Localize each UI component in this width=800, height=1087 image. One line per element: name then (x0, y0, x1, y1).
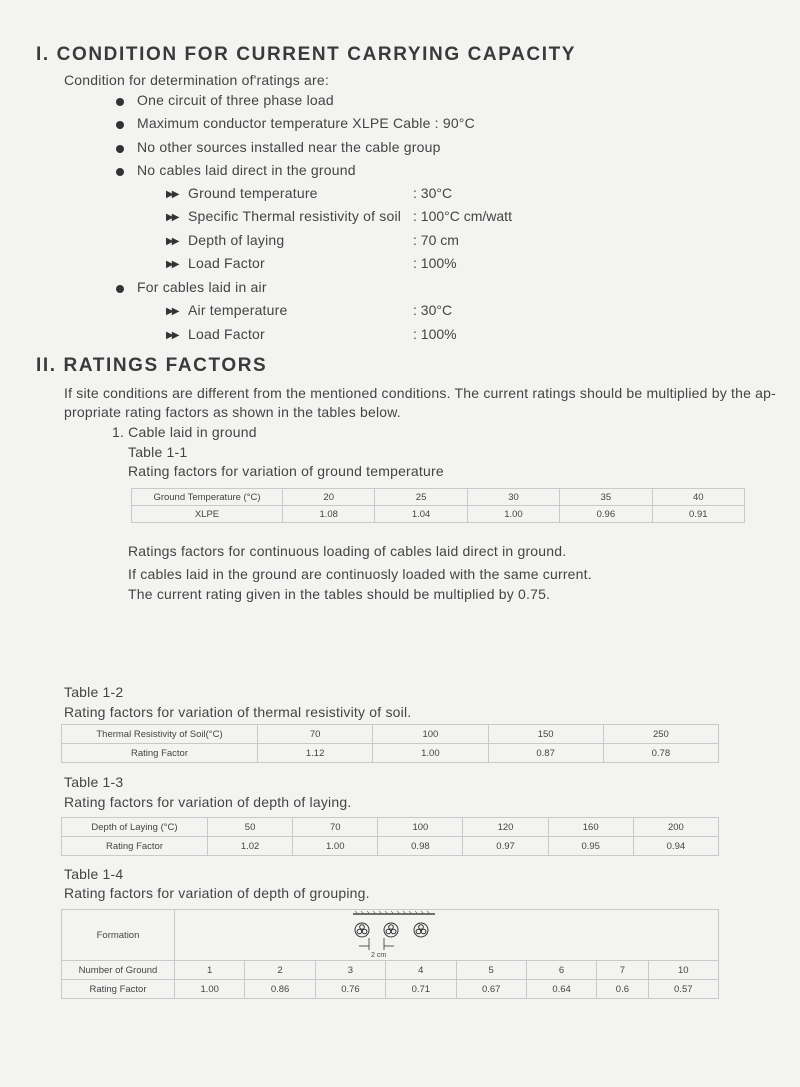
note-text: The current rating given in the tables should be multiplied by 0.75. (128, 586, 551, 602)
table-header-cell: 30 (467, 489, 559, 506)
table-header-cell: 50 (208, 818, 293, 837)
table-cell: Rating Factor (62, 837, 208, 856)
table-cell: 0.64 (526, 980, 596, 999)
table-depth-of-laying (61, 817, 719, 856)
table-cell: 1.00 (293, 837, 378, 856)
ground-item-label: Ground temperature (188, 185, 318, 201)
table-header-cell: 7 (597, 961, 648, 980)
ground-item-value: : 30°C (413, 185, 453, 201)
table-row (62, 961, 719, 980)
table-header-cell: 70 (293, 818, 378, 837)
ground-item-label: Specific Thermal resistivity of soil (188, 208, 402, 224)
air-item-value: : 30°C (413, 302, 453, 318)
bullet-text: Maximum conductor temperature XLPE Cable : 90°C (137, 115, 475, 131)
table-cell: 0.76 (315, 980, 385, 999)
table-caption: Rating factors for variation of thermal resistivity of soil. (64, 704, 412, 720)
table-header-cell: 1 (175, 961, 245, 980)
table-header-cell: 250 (603, 725, 718, 744)
formation-figure-cell (175, 910, 719, 961)
table-cell: 0.67 (456, 980, 526, 999)
section1-intro: Condition for determination of'ratings are: (64, 72, 329, 88)
section2-title: II. RATINGS FACTORS (36, 355, 268, 376)
cable-icon (384, 923, 398, 937)
table-header-cell: 35 (560, 489, 652, 506)
table-cell: 0.91 (652, 506, 744, 523)
table-header-cell: 20 (283, 489, 375, 506)
table-label: Table 1-1 (128, 444, 188, 460)
double-arrow-icon: ▶▶ (166, 212, 178, 223)
table-cell: 0.87 (488, 744, 603, 763)
ground-item-label: Depth of laying (188, 232, 285, 248)
table-header-cell: 6 (526, 961, 596, 980)
table-caption: Rating factors for variation of ground temperature (128, 463, 444, 479)
table-cell: 0.96 (560, 506, 652, 523)
table-row (62, 818, 719, 837)
bullet-text: No other sources installed near the cable group (137, 139, 441, 155)
table-label: Table 1-3 (64, 774, 124, 790)
ground-item-value: : 70 cm (413, 232, 459, 248)
table-row (62, 725, 719, 744)
bullet-icon (116, 121, 124, 129)
table-row (62, 837, 719, 856)
table-cell: 0.71 (386, 980, 456, 999)
air-item-label: Air temperature (188, 302, 288, 318)
table-cell: 1.08 (283, 506, 375, 523)
table-header-cell: 40 (652, 489, 744, 506)
table-label: Table 1-2 (64, 684, 124, 700)
list-item: 1. Cable laid in ground (112, 424, 257, 440)
table-cell: 0.98 (378, 837, 463, 856)
ground-item-value: : 100% (413, 255, 457, 271)
table-cell: 0.57 (648, 980, 718, 999)
table-header-cell: 100 (373, 725, 488, 744)
table-cell: 1.02 (208, 837, 293, 856)
table-header-cell: 5 (456, 961, 526, 980)
table-row (62, 744, 719, 763)
cable-icon (414, 923, 428, 937)
double-arrow-icon: ▶▶ (166, 236, 178, 247)
table-cell: 0.95 (548, 837, 633, 856)
table-header-cell: 10 (648, 961, 718, 980)
table-header-cell: Ground Temperature (°C) (132, 489, 283, 506)
table-row (132, 506, 745, 523)
table-header-cell: Formation (62, 910, 175, 961)
bullet-icon (116, 98, 124, 106)
table-row (132, 489, 745, 506)
table-cell: 1.12 (258, 744, 373, 763)
note-text: If cables laid in the ground are continuosly loaded with the same current. (128, 566, 592, 582)
table-label: Table 1-4 (64, 866, 124, 882)
double-arrow-icon: ▶▶ (166, 189, 178, 200)
double-arrow-icon: ▶▶ (166, 259, 178, 270)
table-header-cell: 120 (463, 818, 548, 837)
table-header-cell: 3 (315, 961, 385, 980)
table-header-cell: 160 (548, 818, 633, 837)
table-cell: 0.97 (463, 837, 548, 856)
cable-icon (355, 923, 369, 937)
cable-formation-diagram (345, 910, 445, 960)
ground-item-label: Load Factor (188, 255, 265, 271)
table-cell: 0.94 (633, 837, 718, 856)
section1-title: I. CONDITION FOR CURRENT CARRYING CAPACITY (36, 44, 577, 65)
table-header-cell: 25 (375, 489, 467, 506)
bullet-text: No cables laid direct in the ground (137, 162, 356, 178)
table-cell: Rating Factor (62, 980, 175, 999)
table-header-cell: 150 (488, 725, 603, 744)
table-caption: Rating factors for variation of depth of laying. (64, 794, 352, 810)
table-cell: 0.86 (245, 980, 315, 999)
table-header-cell: 100 (378, 818, 463, 837)
air-item-value: : 100% (413, 326, 457, 342)
bullet-icon (116, 168, 124, 176)
spacing-label: 2 cm (371, 952, 387, 959)
table-cell: XLPE (132, 506, 283, 523)
ground-item-value: : 100°C cm/watt (413, 208, 512, 224)
double-arrow-icon: ▶▶ (166, 330, 178, 341)
table-cell: 1.04 (375, 506, 467, 523)
bullet-icon (116, 145, 124, 153)
section2-paragraph: If site conditions are different from the mentioned conditions. The current ratings should be multiplied by the ap- (64, 385, 776, 401)
section2-paragraph: propriate rating factors as shown in the tables below. (64, 404, 401, 420)
table-cell: 1.00 (175, 980, 245, 999)
bullet-text: One circuit of three phase load (137, 92, 334, 108)
table-cell: Rating Factor (62, 744, 258, 763)
note-text: Ratings factors for continuous loading of cables laid direct in ground. (128, 543, 567, 559)
table-header-cell: 4 (386, 961, 456, 980)
table-cell: 0.78 (603, 744, 718, 763)
table-header-cell: 2 (245, 961, 315, 980)
bullet-icon (116, 285, 124, 293)
table-ground-temperature (131, 488, 745, 523)
double-arrow-icon: ▶▶ (166, 306, 178, 317)
table-header-cell: Depth of Laying (°C) (62, 818, 208, 837)
table-row (62, 980, 719, 999)
bullet-text: For cables laid in air (137, 279, 267, 295)
spacing-dimension (359, 938, 394, 950)
table-caption: Rating factors for variation of depth of grouping. (64, 885, 370, 901)
table-header-cell: 70 (258, 725, 373, 744)
table-header-cell: Number of Ground (62, 961, 175, 980)
air-item-label: Load Factor (188, 326, 265, 342)
table-header-cell: 200 (633, 818, 718, 837)
table-thermal-resistivity (61, 724, 719, 763)
table-cell: 0.6 (597, 980, 648, 999)
table-cell: 1.00 (373, 744, 488, 763)
table-cell: 1.00 (467, 506, 559, 523)
table-header-cell: Thermal Resistivity of Soil(°C) (62, 725, 258, 744)
